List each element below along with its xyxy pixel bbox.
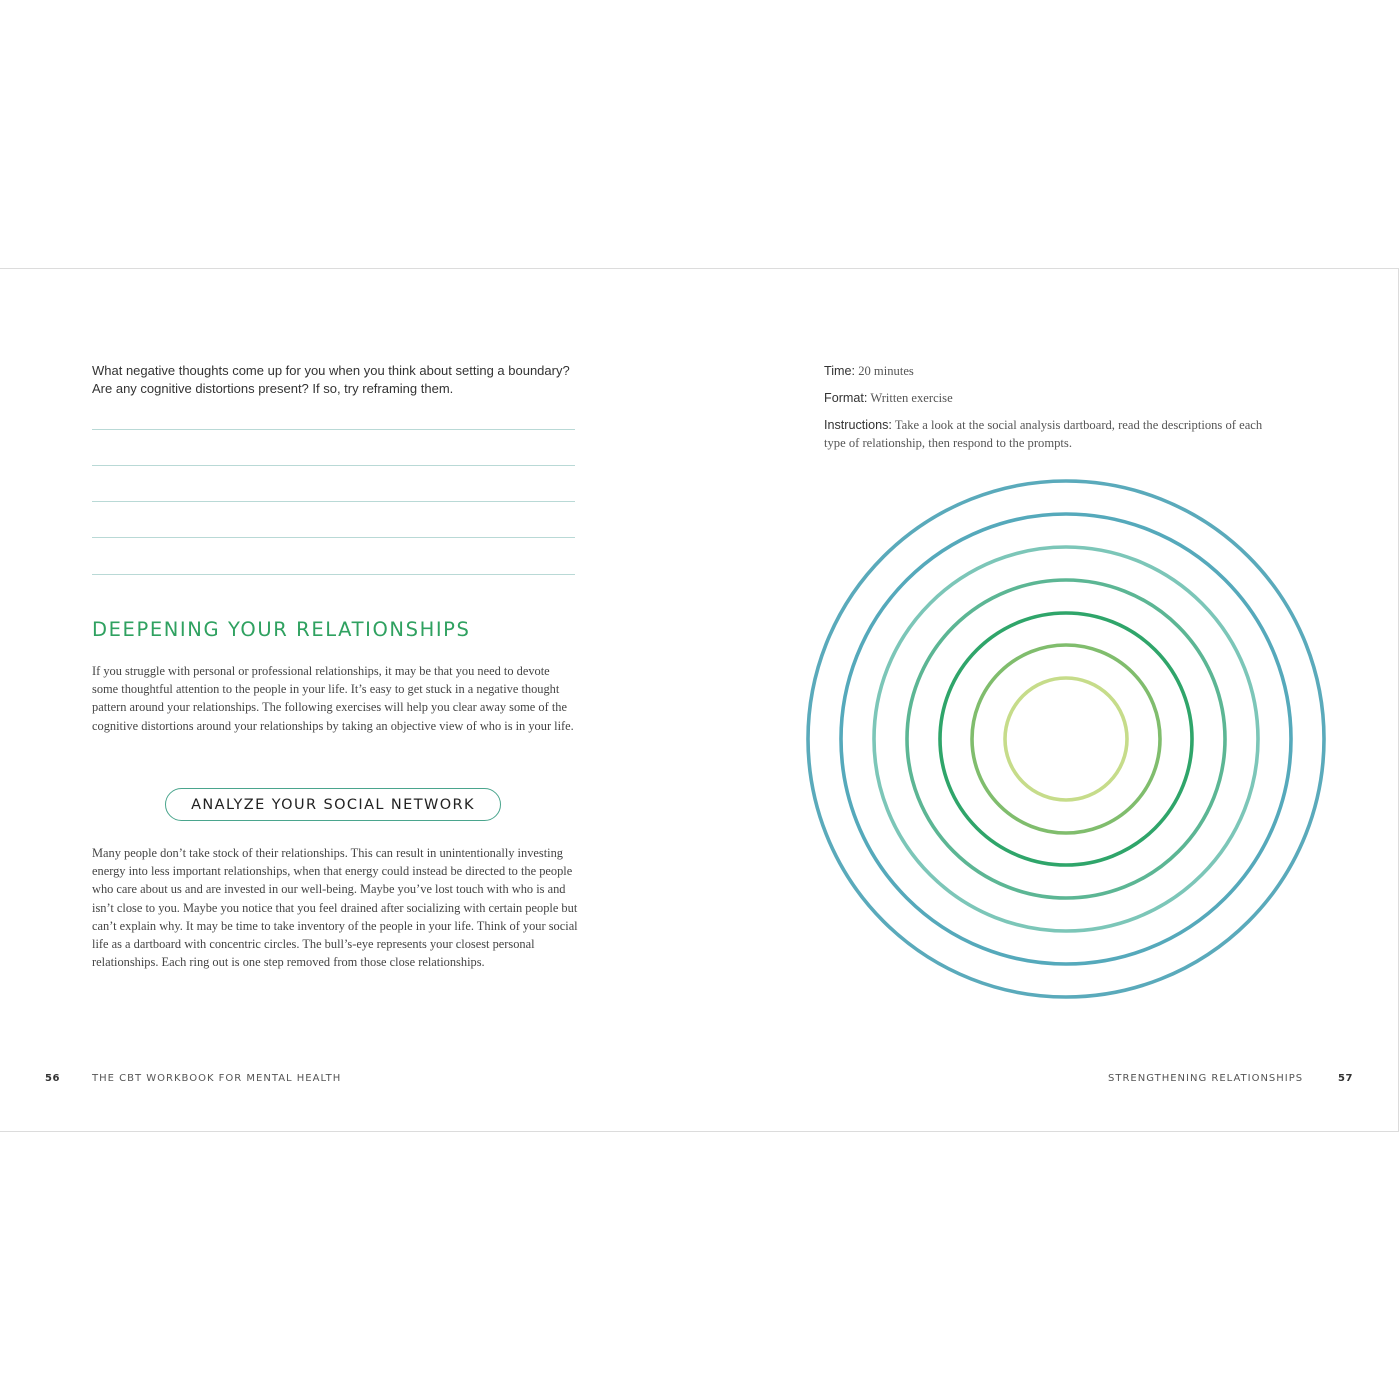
dartboard-ring-3 bbox=[874, 547, 1258, 931]
writing-line bbox=[92, 501, 575, 502]
writing-line bbox=[92, 429, 575, 430]
writing-line bbox=[92, 465, 575, 466]
dartboard-ring-4 bbox=[907, 580, 1225, 898]
dartboard-ring-5 bbox=[940, 613, 1192, 865]
format-line bbox=[824, 389, 1284, 407]
exercise-title-badge: ANALYZE YOUR SOCIAL NETWORK bbox=[165, 788, 501, 821]
dartboard-ring-6 bbox=[972, 645, 1160, 833]
dartboard-ring-7 bbox=[1005, 678, 1127, 800]
time-value: 20 minutes bbox=[858, 364, 914, 378]
intro-paragraph: If you struggle with personal or professional relationships, it may be that you need to devote some thoughtful attention to the people in your life. It’s easy to get stuck in a negative thought pattern around your relationships. The following exercises will help you clear away some of the cognitive distortions around your relationships by taking an objective view of who is in your life. bbox=[92, 664, 574, 733]
time-line bbox=[824, 362, 1284, 380]
page-number-left: 56 bbox=[45, 1073, 60, 1084]
format-value: Written exercise bbox=[870, 391, 953, 405]
running-head-right: STRENGTHENING RELATIONSHIPS bbox=[1108, 1073, 1304, 1084]
format-label: Format: bbox=[824, 391, 868, 405]
social-dartboard bbox=[800, 475, 1332, 1007]
instructions-line bbox=[824, 416, 1284, 453]
time-label: Time: bbox=[824, 364, 856, 378]
writing-line bbox=[92, 537, 575, 538]
page-number-right: 57 bbox=[1338, 1073, 1353, 1084]
running-head-left: THE CBT WORKBOOK FOR MENTAL HEALTH bbox=[92, 1073, 342, 1084]
writing-prompt: What negative thoughts come up for you when you think about setting a boundary? Are any cognitive distortions present? If so, try reframing them. bbox=[92, 363, 570, 396]
instructions-value: Take a look at the social analysis dartboard, read the descriptions of each type of relationship, then respond to the prompts. bbox=[824, 418, 1263, 451]
dartboard-ring-1 bbox=[808, 481, 1324, 997]
section-heading: DEEPENING YOUR RELATIONSHIPS bbox=[92, 618, 471, 641]
writing-line bbox=[92, 574, 575, 575]
exercise-paragraph: Many people don’t take stock of their relationships. This can result in unintentionally investing energy into less important relationships, when that energy could instead be directed to the people who care about us and are invested in our well-being. Maybe you’ve lost touch with who is and isn’t close to you. Maybe you notice that you feel drained after socializing with certain people but can’t explain why. It may be time to take inventory of the people in your life. Think of your social life as a dartboard with concentric circles. The bull’s-eye represents your closest personal relationships. Each ring out is one step removed from those close relationships. bbox=[92, 846, 578, 970]
instructions-label: Instructions: bbox=[824, 418, 892, 432]
